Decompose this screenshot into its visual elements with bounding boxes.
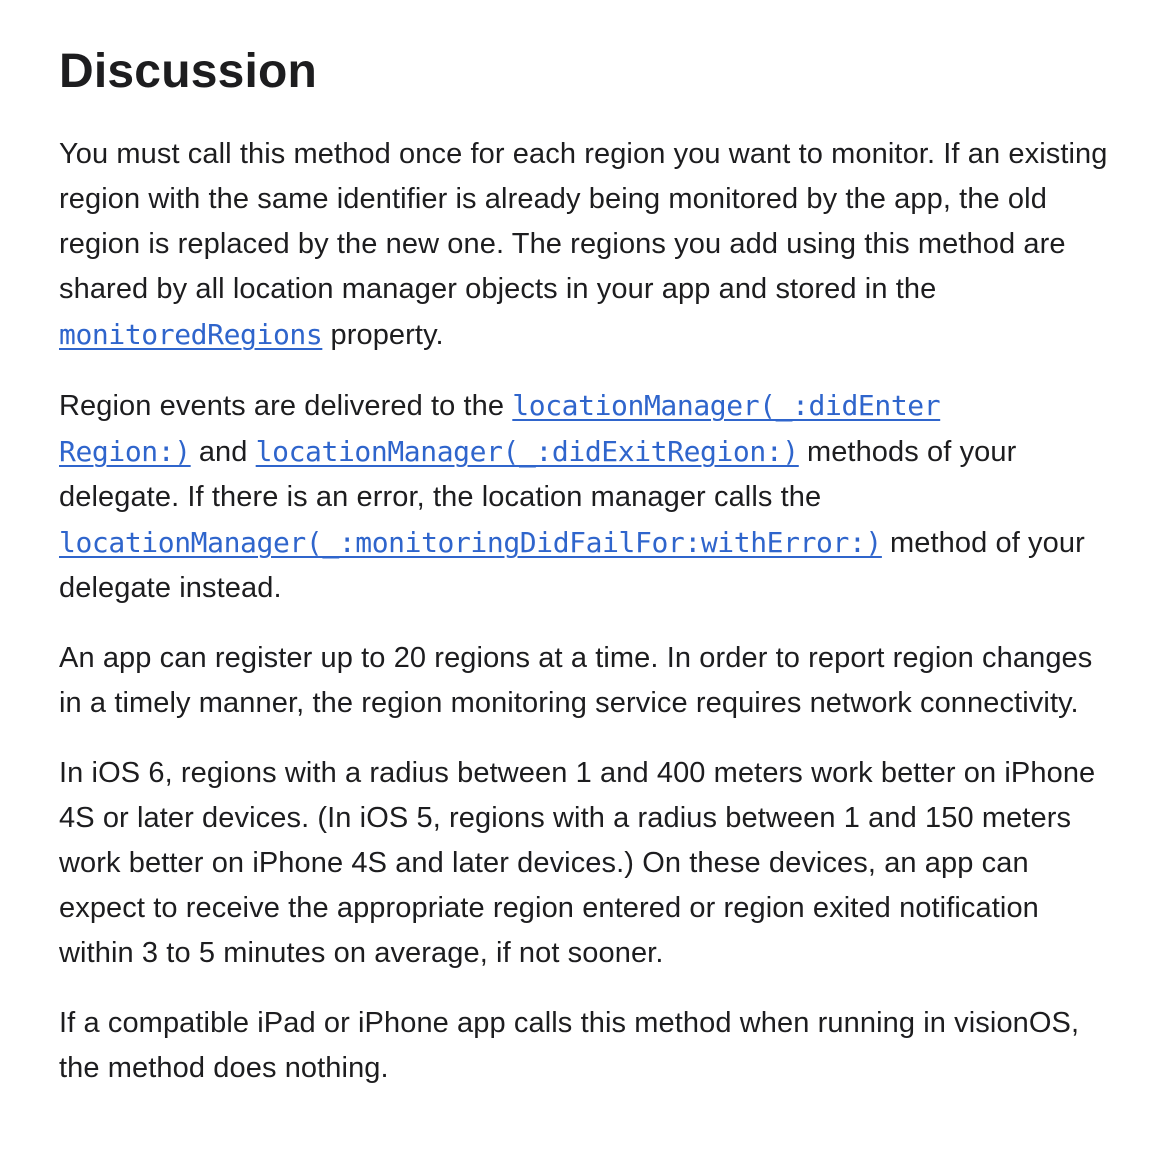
monitoring-did-fail-link[interactable]: locationManager(_:monitoringDidFailFor:withError:) <box>59 526 882 559</box>
paragraph-1 <box>59 132 1119 358</box>
paragraph-1-text-a: You must call this method once for each region you want to monitor. If an existing region with the same identifier is already being monitored by the app, the old region is replaced by the new one. The regions you add using this method are shared by all location manager objects in your app and stored in the <box>59 138 1108 305</box>
discussion-section <box>59 40 1119 1116</box>
monitored-regions-link[interactable]: monitoredRegions <box>59 318 323 351</box>
paragraph-3: An app can register up to 20 regions at a time. In order to report region changes in a timely manner, the region monitoring service requires network connectivity. <box>59 642 1093 719</box>
paragraph-2-text-a: Region events are delivered to the <box>59 390 513 422</box>
paragraph-2-text-d: method of your delegate instead. <box>59 527 1085 604</box>
did-enter-region-link-part2: Region:) <box>59 435 191 468</box>
paragraph-4: In iOS 6, regions with a radius between 1 and 400 meters work better on iPhone 4S or later devices. (In iOS 5, regions with a radius between 1 and 150 meters work better on iPhone 4S and later devices.) On these devices, an app can expect to receive the appropriate region entered or region exited notification within 3 to 5 minutes on average, if not sooner. <box>59 757 1096 969</box>
paragraph-1-text-b: property. <box>322 319 444 351</box>
paragraph-2 <box>59 383 1119 611</box>
section-heading: Discussion <box>59 45 318 98</box>
paragraph-2-text-c: methods of your delegate. If there is an error, the location manager calls the <box>59 436 1017 513</box>
did-exit-region-link[interactable]: locationManager(_:didExitRegion:) <box>255 435 799 468</box>
paragraph-2-text-b: and <box>190 436 256 468</box>
paragraph-5: If a compatible iPad or iPhone app calls this method when running in visionOS, the method does nothing. <box>59 1007 1080 1084</box>
did-enter-region-link-part1: locationManager(_:didEnter <box>512 389 941 422</box>
